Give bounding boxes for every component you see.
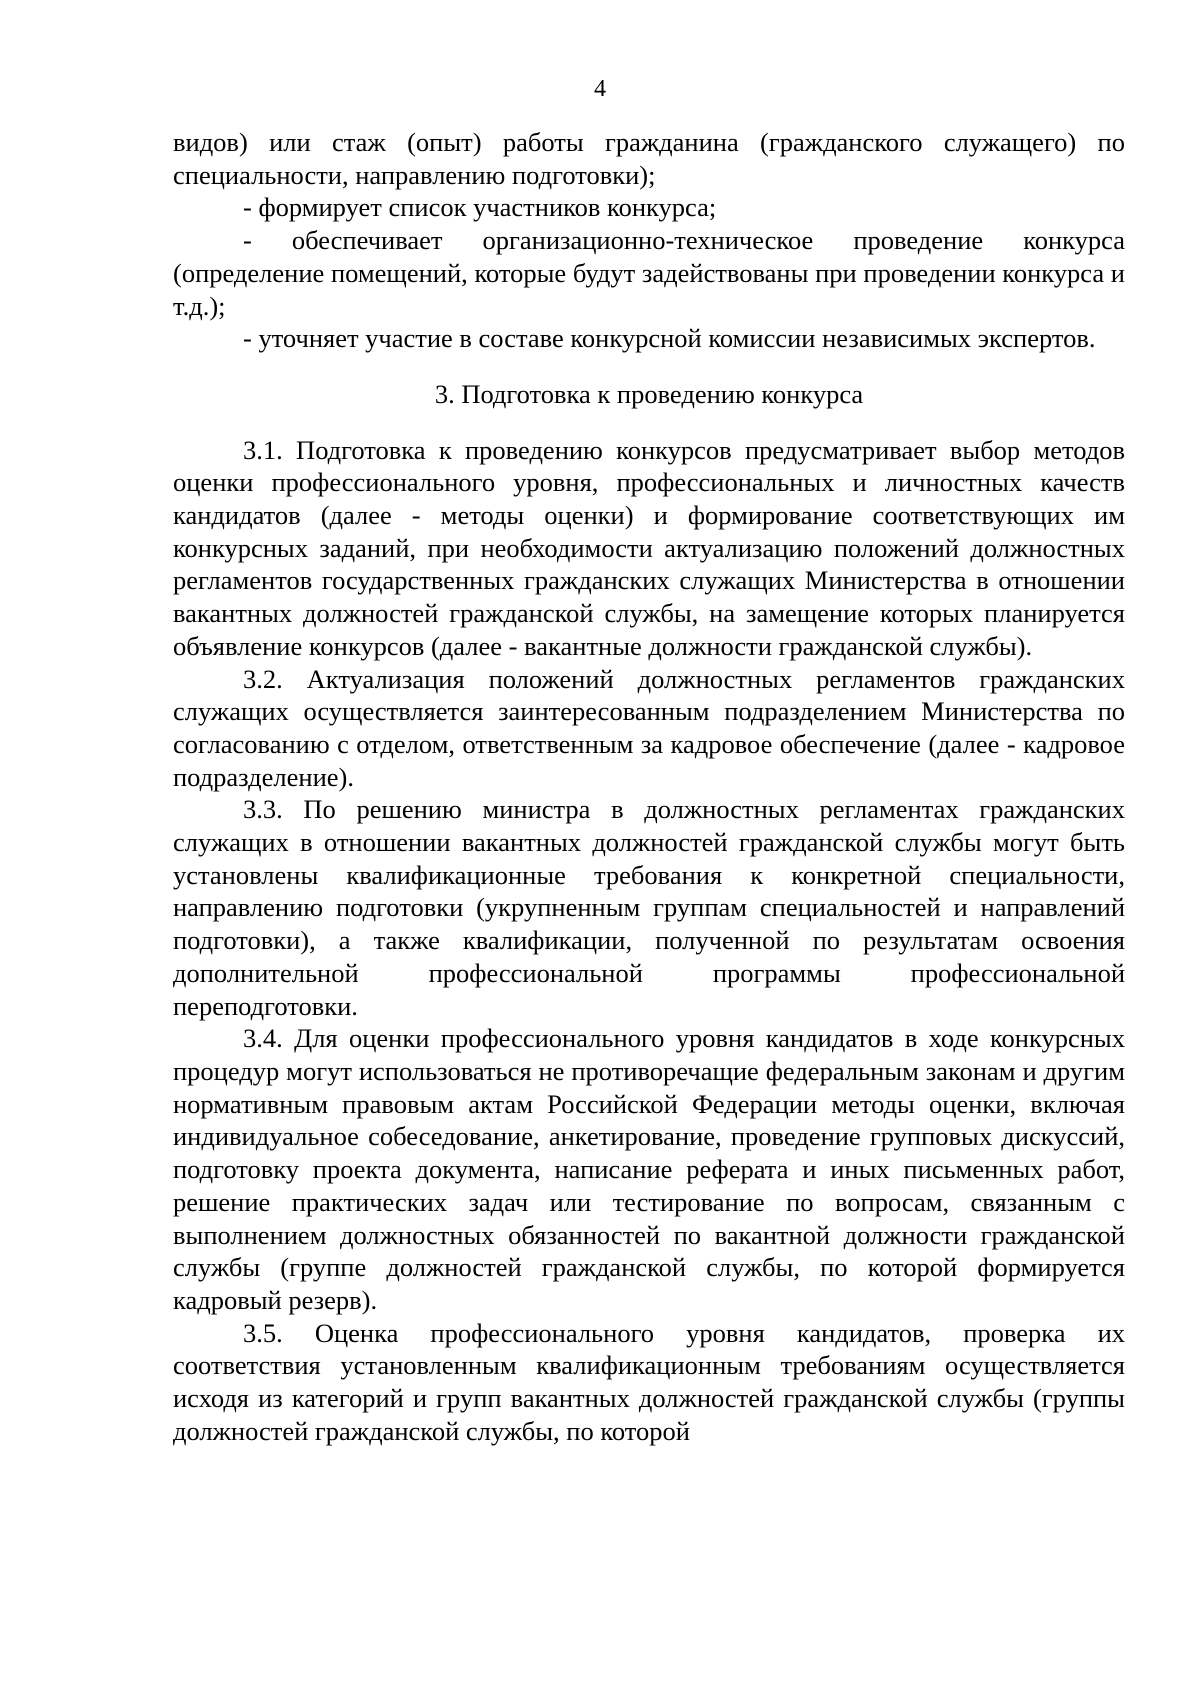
paragraph-3-4: 3.4. Для оценки профессионального уровня кандидатов в ходе конкурсных процедур могут использоваться не противоречащие федеральным законам и другим нормативным правовым актам Российской Федерации методы оценки, включая индивидуальное собеседование, анкетирование, проведение групповых дискуссий, подготовку проекта документа, написание реферата и иных письменных работ, решение практических задач или тестирование по вопросам, связанным с выполнением должностных обязанностей по вакантной должности гражданской службы (группе должностей гражданской службы, по которой формируется кадровый резерв). — [173, 1023, 1125, 1315]
document-body — [173, 126, 1125, 1447]
paragraph-continuation: видов) или стаж (опыт) работы гражданина (гражданского служащего) по специальности, направлению подготовки); — [173, 127, 1125, 190]
paragraph-3-2: 3.2. Актуализация положений должностных регламентов гражданских служащих осуществляется заинтересованным подразделением Министерства по согласованию с отделом, ответственным за кадровое обеспечение (далее - кадровое подразделение). — [173, 663, 1125, 792]
page-number: 4 — [594, 76, 606, 102]
list-item-experts: - уточняет участие в составе конкурсной комиссии независимых экспертов. — [243, 323, 1096, 354]
paragraph-3-5: 3.5. Оценка профессионального уровня кандидатов, проверка их соответствия установленным квалификационным требованиям осуществляется исходя из категорий и групп вакантных должностей гражданской службы (группы должностей гражданской службы, по которой — [173, 1317, 1125, 1446]
paragraph-3-1: 3.1. Подготовка к проведению конкурсов предусматривает выбор методов оценки профессионального уровня, профессиональных и личностных качеств кандидатов (далее - методы оценки) и формирование соответствующих им конкурсных заданий, при необходимости актуализацию положений должностных регламентов государственных гражданских служащих Министерства в отношении вакантных должностей гражданской службы, на замещение которых планируется объявление конкурсов (далее - вакантные должности гражданской службы). — [173, 434, 1125, 661]
list-item-organization: - обеспечивает организационно-техническое проведение конкурса (определение помещений, которые будут задействованы при проведении конкурса и т.д.); — [173, 225, 1125, 321]
paragraph-3-3: 3.3. По решению министра в должностных регламентах гражданских служащих в отношении вакантных должностей гражданской службы могут быть установлены квалификационные требования к конкретной специальности, направлению подготовки (укрупненным группам специальностей и направлений подготовки), а также квалификации, полученной по результатам освоения дополнительной профессиональной программы профессиональной переподготовки. — [173, 794, 1125, 1021]
section-title: 3. Подготовка к проведению конкурса — [434, 378, 864, 409]
list-item-participants: - формирует список участников конкурса; — [243, 192, 717, 223]
